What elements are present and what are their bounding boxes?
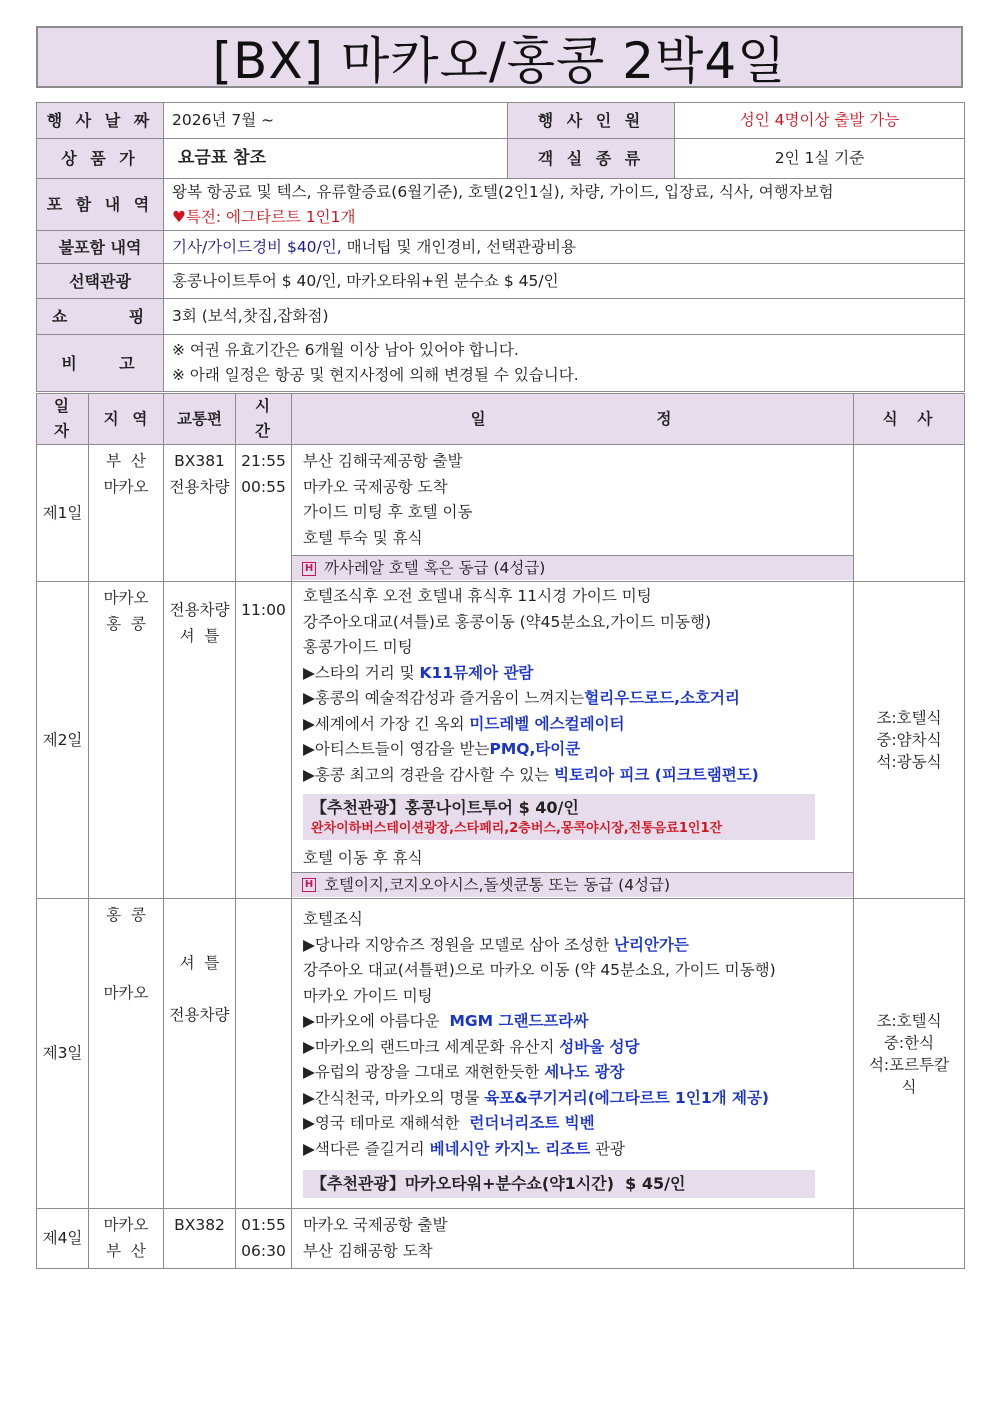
day3-line-6b: 성바울 성당	[559, 1037, 640, 1056]
day4-region-2: 부 산	[106, 1241, 146, 1260]
day1-meal	[854, 445, 965, 582]
day3-rec-title: 【추천관광】마카오타워+분수쇼(약1시간) $ 45/인	[311, 1174, 686, 1193]
exclude-label: 불포함 내역	[37, 231, 164, 264]
day2-line-8a: ▶홍콩 최고의 경관을 감사할 수 있는	[303, 765, 555, 784]
exclude-highlight: 기사/가이드경비 $40/인,	[172, 237, 342, 256]
day2-transport-2: 셔 틀	[179, 626, 220, 645]
date-label: 행 사 날 짜	[37, 103, 164, 139]
header-region: 지 역	[89, 394, 164, 445]
day3-line-2	[303, 933, 845, 959]
day1-line-2: 마카오 국제공항 도착	[303, 477, 448, 496]
day1-time-1: 21:55	[241, 452, 286, 470]
document-title-box	[36, 26, 963, 88]
day3-line-9b: 런더너리조트 빅벤	[469, 1114, 595, 1132]
optional-label: 선택관광	[37, 264, 164, 299]
day2-line-4	[303, 661, 845, 687]
day3-line-1: 호텔조식	[303, 910, 363, 928]
day3-line-3: 강주아오 대교(셔틀편)으로 마카오 이동 (약 45분소요, 가이드 미동행)	[303, 961, 776, 979]
day2-line-7	[303, 737, 845, 763]
day3-itinerary	[292, 899, 854, 1209]
day1-line-4: 호텔 투숙 및 휴식	[303, 528, 423, 547]
day3-line-9a: ▶영국 테마로 재해석한	[303, 1114, 470, 1132]
day4-line-2: 부산 김해공항 도착	[303, 1241, 433, 1260]
day2-line-5b: 헐리우드로드,소호거리	[584, 689, 740, 707]
day3-line-5a: ▶마카오에 아름다운	[303, 1012, 450, 1030]
header-transport: 교통편	[164, 394, 236, 445]
day3-region	[89, 899, 164, 1209]
day2-meal-2: 중:얌차식	[876, 731, 942, 749]
info-row-optional	[37, 264, 965, 299]
people-value: 성인 4명이상 출발 가능	[675, 103, 965, 139]
day2-line-3: 홍콩가이드 미팅	[303, 638, 413, 656]
header-meal: 식 사	[854, 394, 965, 445]
day3-line-10	[303, 1137, 845, 1163]
day3-line-8b: 육포&쿠기거리(에그타르트 1인1개 제공)	[484, 1088, 770, 1107]
day3-line-6	[303, 1035, 845, 1061]
day3-time	[236, 899, 292, 1209]
day3-line-10a: ▶색다른 즐길거리	[303, 1139, 430, 1158]
info-row-date	[37, 103, 965, 139]
day2-line-7b: PMQ,타이쿤	[489, 740, 581, 758]
exclude-cell	[164, 231, 965, 264]
header-time: 시 간	[236, 394, 292, 445]
day2-line-5a: ▶홍콩의 예술적감성과 즐거움이 느껴지는	[303, 689, 585, 707]
day2-meal-3: 석:광동식	[876, 753, 942, 771]
day4-region-1: 마카오	[103, 1216, 149, 1234]
day3-line-10b: 베네시안 카지노 리조트	[429, 1139, 591, 1158]
schedule-row-day4	[37, 1209, 965, 1269]
day2-line-4b: K11뮤제아 관람	[419, 663, 534, 682]
day1-label: 제1일	[37, 445, 89, 582]
day2-line-1: 호텔조식후 오전 호텔내 휴식후 11시경 가이드 미팅	[303, 587, 652, 605]
day1-line-3: 가이드 미팅 후 호텔 이동	[303, 503, 473, 521]
include-cell	[164, 179, 965, 231]
day3-transport	[164, 899, 236, 1209]
day1-transport-2: 전용차량	[169, 477, 230, 496]
day3-label: 제3일	[37, 899, 89, 1209]
day1-itinerary	[292, 445, 854, 582]
day3-meal-1: 조:호텔식	[876, 1011, 942, 1030]
day2-meal-1: 조:호텔식	[876, 709, 942, 727]
day2-line-4a: ▶스타의 거리 및	[303, 663, 420, 682]
day2-time	[236, 582, 292, 899]
note-1: ※ 여권 유효기간은 6개월 이상 남아 있어야 합니다.	[172, 341, 519, 359]
note-cell	[164, 335, 965, 392]
people-label: 행 사 인 원	[508, 103, 675, 139]
day4-transport	[164, 1209, 236, 1269]
day2-region-2: 홍 콩	[106, 614, 146, 633]
day4-itinerary	[292, 1209, 854, 1269]
shopping-label: 쇼 핑	[37, 299, 164, 335]
day2-hotel-text: 호텔이지,코지오아시스,돌셋쿤통 또는 동급 (4성급)	[324, 875, 671, 894]
day1-region-2: 마카오	[103, 477, 149, 496]
info-row-note	[37, 335, 965, 392]
include-special-line	[172, 205, 956, 230]
day4-meal	[854, 1209, 965, 1269]
day3-meal-2: 중:한식	[883, 1033, 935, 1052]
day2-line-6b: 미드레벨 에스컬레이터	[469, 714, 625, 733]
day2-line-2: 강주아오대교(셔틀)로 홍콩이동 (약45분소요,가이드 미동행)	[303, 612, 712, 631]
day3-line-5	[303, 1009, 845, 1035]
price-value: 요금표 참조	[164, 139, 508, 179]
info-row-shopping	[37, 299, 965, 335]
day2-line-8b: 빅토리아 피크 (피크트램편도)	[554, 765, 759, 784]
day2-line-9: 호텔 이동 후 휴식	[303, 849, 423, 867]
room-label: 객 실 종 류	[508, 139, 675, 179]
day1-transport	[164, 445, 236, 582]
day1-hotel-text: 까사레알 호텔 혹은 동급 (4성급)	[324, 559, 546, 577]
day3-line-7a: ▶유럽의 광장을 그대로 재현한듯한	[303, 1063, 545, 1081]
day1-region-1: 부 산	[106, 452, 146, 470]
schedule-row-day3	[37, 899, 965, 1209]
day3-transport-2: 전용차량	[169, 1005, 230, 1024]
day3-recommended	[303, 1170, 815, 1198]
day2-meal	[854, 582, 965, 899]
exclude-rest: 매너팁 및 개인경비, 선택관광비용	[341, 237, 576, 256]
day2-rec-title: 【추천관광】홍콩나이트투어 $ 40/인	[311, 798, 579, 817]
day1-transport-1: BX381	[174, 452, 225, 470]
day4-line-1: 마카오 국제공항 출발	[303, 1216, 448, 1234]
day3-meal	[854, 899, 965, 1209]
day4-time	[236, 1209, 292, 1269]
note-2: ※ 아래 일정은 항공 및 현지사정에 의해 변경될 수 있습니다.	[172, 366, 579, 384]
header-day: 일 자	[37, 394, 89, 445]
optional-value: 홍콩나이트투어 $ 40/인, 마카오타워+윈 분수쇼 $ 45/인	[164, 264, 965, 299]
day2-region-1: 마카오	[103, 589, 149, 607]
day3-line-8	[303, 1086, 845, 1112]
info-table	[36, 102, 965, 392]
day2-transport	[164, 582, 236, 899]
info-row-price	[37, 139, 965, 179]
day2-transport-1: 전용차량	[169, 601, 230, 619]
day4-transport-1: BX382	[174, 1216, 225, 1234]
day1-line-1: 부산 김해국제공항 출발	[303, 452, 463, 470]
day3-line-4: 마카오 가이드 미팅	[303, 986, 433, 1005]
day3-line-2b: 난리안가든	[614, 935, 689, 954]
day2-hotel	[292, 872, 853, 897]
date-value: 2026년 7월 ~	[164, 103, 508, 139]
day3-line-7b: 세나도 광장	[544, 1063, 625, 1081]
info-row-exclude	[37, 231, 965, 264]
day4-label: 제4일	[37, 1209, 89, 1269]
day2-time-1: 11:00	[241, 601, 286, 619]
day2-recommended	[303, 794, 815, 840]
day2-line-6a: ▶세계에서 가장 긴 옥외	[303, 714, 470, 733]
room-value: 2인 1실 기준	[675, 139, 965, 179]
day3-meal-3: 석:포르투칼식	[868, 1055, 950, 1096]
day3-line-9	[303, 1111, 845, 1137]
schedule-header	[37, 394, 965, 445]
hotel-icon: H	[302, 562, 316, 576]
day3-transport-1: 셔 틀	[179, 954, 220, 972]
day2-label: 제2일	[37, 582, 89, 899]
day2-line-7a: ▶아티스트들이 영감을 받는	[303, 740, 490, 758]
schedule-table	[36, 393, 965, 1269]
day4-region	[89, 1209, 164, 1269]
include-value: 왕복 항공료 및 텍스, 유류할증료(6월기준), 호텔(2인1실), 차량, 가이드, 입장료, 식사, 여행자보험	[172, 182, 834, 201]
header-itinerary: 일 정	[292, 394, 854, 445]
day3-line-7	[303, 1060, 845, 1086]
day2-itinerary	[292, 582, 854, 899]
day3-line-6a: ▶마카오의 랜드마크 세계문화 유산지	[303, 1037, 560, 1056]
day1-region	[89, 445, 164, 582]
day3-region-1: 홍 콩	[106, 906, 146, 924]
day3-line-5b: MGM 그랜드프라싸	[449, 1012, 589, 1030]
price-label: 상 품 가	[37, 139, 164, 179]
day2-line-6	[303, 712, 845, 738]
day2-rec-sub: 완차이하버스테이션광장,스타페리,2층버스,몽콕야시장,전통음료1인1잔	[311, 821, 723, 836]
day4-time-2: 06:30	[241, 1241, 286, 1260]
include-label: 포 함 내 역	[37, 179, 164, 231]
day3-line-8a: ▶간식천국, 마카오의 명물	[303, 1088, 485, 1107]
day1-time	[236, 445, 292, 582]
schedule-row-day2	[37, 582, 965, 899]
day3-line-2a: ▶당나라 지앙슈즈 정원을 모델로 삼아 조성한	[303, 935, 614, 954]
day1-time-2: 00:55	[241, 477, 286, 496]
include-special: 특전: 에그타르트 1인1개	[185, 207, 356, 226]
heart-icon: ♥	[172, 207, 186, 226]
day2-line-5	[303, 686, 845, 712]
day3-region-2: 마카오	[103, 983, 149, 1002]
day4-time-1: 01:55	[241, 1216, 286, 1234]
day1-hotel	[292, 555, 853, 580]
info-row-include	[37, 179, 965, 231]
shopping-value: 3회 (보석,찻집,잡화점)	[164, 299, 965, 335]
day3-line-10c: 관광	[590, 1139, 625, 1158]
note-label: 비 고	[37, 335, 164, 392]
document-title: [BX] 마카오/홍콩 2박4일	[212, 32, 787, 90]
schedule-row-day1	[37, 445, 965, 582]
hotel-icon: H	[302, 878, 316, 892]
day2-region	[89, 582, 164, 899]
day2-line-8	[303, 763, 845, 789]
